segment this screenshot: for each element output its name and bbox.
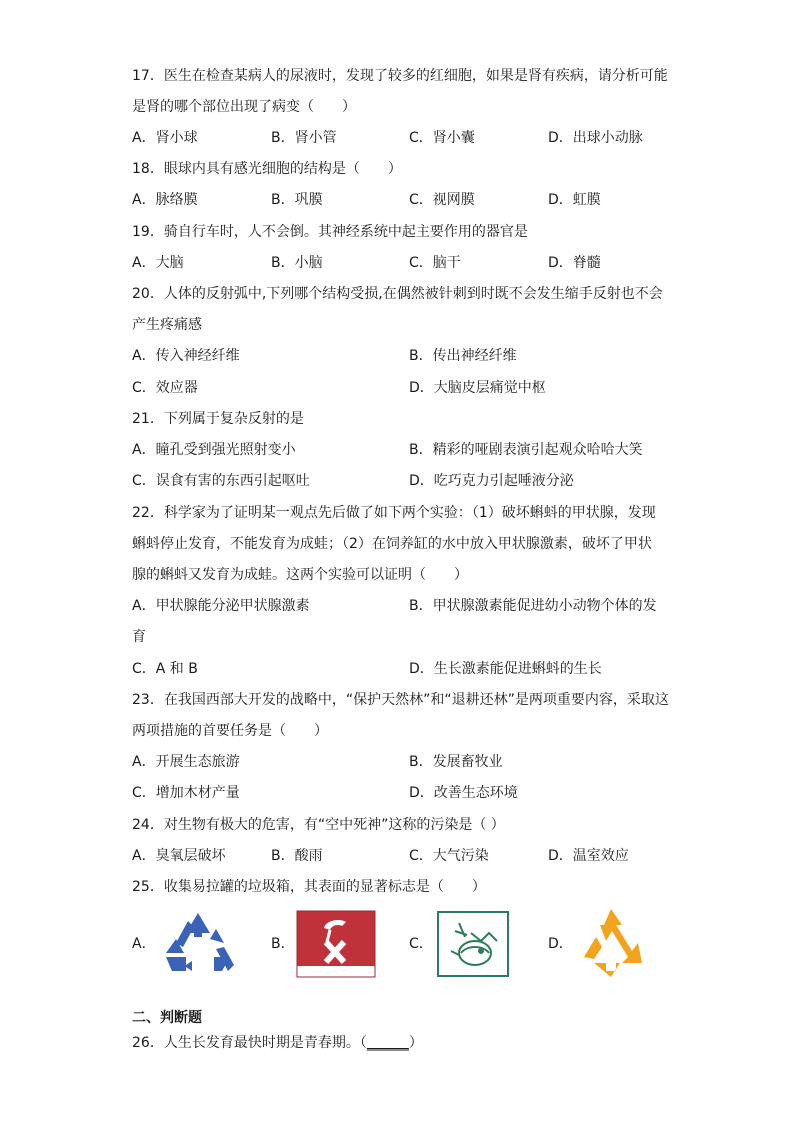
q23-option-d[interactable]: D．改善生态环境 [409,785,518,801]
q26-text: 26．人生长发育最快时期是青春期。（ [132,1035,367,1051]
q20-option-c[interactable]: C．效应器 [132,380,198,396]
q22-stem-line2: 蝌蚪停止发育，不能发育为成蛙；（2）在饲养缸的水中放入甲状腺激素，破坏了甲状 [132,536,652,552]
q24-option-b[interactable]: B．酸雨 [271,848,323,864]
q23-option-a[interactable]: A．开展生态旅游 [132,754,240,770]
q21-option-b[interactable]: B．精彩的哑剧表演引起观众哈哈大笑 [409,442,643,458]
q17-option-a[interactable]: A．肾小球 [132,130,198,146]
q24-stem: 24．对生物有极大的危害，有“空中死神”这称的污染是（ ） [132,817,505,833]
q20-stem-line1: 20．人体的反射弧中,下列哪个结构受损,在偶然被针刺到时既不会发生缩手反射也不会 [132,286,663,302]
q25-option-a-label[interactable]: A． [132,936,156,952]
q20-option-b[interactable]: B．传出神经纤维 [409,348,517,364]
q23-option-b[interactable]: B．发展畜牧业 [409,754,503,770]
q22-stem-line1: 22．科学家为了证明某一观点先后做了如下两个实验：（1）破坏蝌蚪的甲状腺，发现 [132,505,656,521]
q17-stem-line2: 是肾的哪个部位出现了病变（ ） [132,99,356,115]
q22-option-a[interactable]: A．甲状腺能分泌甲状腺激素 [132,598,310,614]
q23-option-c[interactable]: C．增加木材产量 [132,785,240,801]
q26-line [132,1033,423,1053]
q17-option-c[interactable]: C．肾小囊 [409,130,475,146]
q22-option-b[interactable]: B．甲状腺激素能促进幼小动物个体的发 [409,598,657,614]
q22-option-d[interactable]: D．生长激素能促进蝌蚪的生长 [409,661,602,677]
q26-close: ） [408,1035,423,1051]
q24-option-c[interactable]: C．大气污染 [409,848,489,864]
q25-option-d-label[interactable]: D． [548,936,573,952]
q18-option-b[interactable]: B．巩膜 [271,192,323,208]
q18-option-d[interactable]: D．虹膜 [548,192,601,208]
q18-option-c[interactable]: C．视网膜 [409,192,475,208]
q19-option-c[interactable]: C．脑干 [409,255,461,271]
q20-stem-line2: 产生疼痛感 [132,317,202,333]
q24-option-a[interactable]: A．臭氧层破坏 [132,848,226,864]
q21-option-a[interactable]: A．瞳孔受到强光照射变小 [132,442,296,458]
q24-option-d[interactable]: D．温室效应 [548,848,629,864]
q17-stem-line1: 17．医生在检查某病人的尿液时，发现了较多的红细胞，如果是肾有疾病，请分析可能 [132,68,668,84]
q21-stem: 21．下列属于复杂反射的是 [132,411,304,427]
section-2-title: 二、判断题 [132,1010,202,1026]
q21-option-c[interactable]: C．误食有害的东西引起呕吐 [132,473,310,489]
q23-stem-line1: 23．在我国西部大开发的战略中，“保护天然林”和“退耕还林”是两项重要内容，采取这 [132,692,669,708]
q20-option-d[interactable]: D．大脑皮层痛觉中枢 [409,380,546,396]
q17-option-b[interactable]: B．肾小管 [271,130,337,146]
q19-option-b[interactable]: B．小脑 [271,255,323,271]
q25-stem: 25．收集易拉罐的垃圾箱，其表面的显著标志是（ ） [132,879,486,895]
q18-stem: 18．眼球内具有感光细胞的结构是（ ） [132,161,402,177]
q25-option-c-label[interactable]: C． [409,936,433,952]
q20-option-a[interactable]: A．传入神经纤维 [132,348,240,364]
q18-option-a[interactable]: A．脉络膜 [132,192,198,208]
recycle-icon[interactable] [158,909,238,979]
no-littering-icon[interactable] [296,910,376,978]
q23-stem-line2: 两项措施的首要任务是（ ） [132,723,328,739]
q26-answer-blank[interactable]: ______ [366,1035,409,1051]
q19-option-a[interactable]: A．大脑 [132,255,184,271]
q19-option-d[interactable]: D．脊髓 [548,255,601,271]
food-waste-icon[interactable] [437,911,509,977]
q17-option-d[interactable]: D．出球小动脉 [548,130,643,146]
q21-option-d[interactable]: D．吃巧克力引起唾液分泌 [409,473,574,489]
q22-option-b-continued: 育 [132,629,146,645]
orange-recycle-icon[interactable] [576,907,646,979]
q25-option-b-label[interactable]: B． [271,936,295,952]
q22-option-c[interactable]: C．A 和 B [132,661,198,677]
q19-stem: 19．骑自行车时，人不会倒。其神经系统中起主要作用的器官是 [132,224,528,240]
q22-stem-line3: 腺的蝌蚪又发育为成蛙。这两个实验可以证明（ ） [132,567,468,583]
